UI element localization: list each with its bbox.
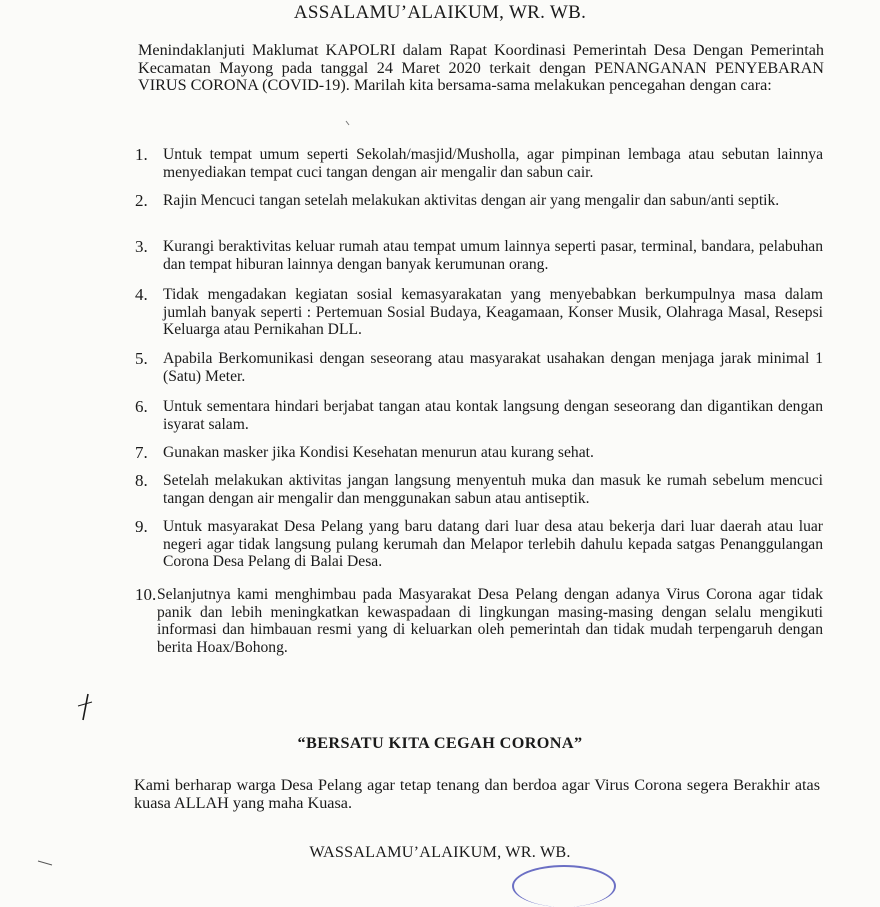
- list-item-text: Rajin Mencuci tangan setelah melakukan aktivitas dengan air yang mengalir dan sabun/anti septik.: [163, 192, 780, 209]
- farewell-heading: WASSALAMU’ALAIKUM, WR. WB.: [309, 843, 571, 861]
- intro-paragraph: Menindaklanjuti Maklumat KAPOLRI dalam Rapat Koordinasi Pemerintah Desa Dengan Pemerintah Kecamatan Mayong pada tanggal 24 Maret 2020 terkait dengan PENANGANAN PENYEBARAN VIRUS CORONA (COVID-19). Marilah kita bersama-sama melakukan pencegahan dengan cara:: [138, 41, 824, 94]
- list-item-number: 9.: [135, 517, 148, 536]
- list-item-text: Gunakan masker jika Kondisi Kesehatan menurun atau kurang sehat.: [163, 444, 594, 461]
- greeting-heading: ASSALAMU’ALAIKUM, WR. WB.: [293, 2, 587, 23]
- list-item-number: 6.: [135, 397, 148, 416]
- ink-mark: [74, 690, 98, 724]
- scan-speck: [343, 118, 353, 128]
- closing-paragraph: Kami berharap warga Desa Pelang agar tetap tenang dan berdoa agar Virus Corona segera Berakhir atas kuasa ALLAH yang maha Kuasa.: [134, 776, 820, 812]
- list-item-text: Selanjutnya kami menghimbau pada Masyarakat Desa Pelang dengan adanya Virus Corona agar tidak panik dan lebih meningkatkan kewaspadaan di lingkungan masing-masing dengan selalu mengikuti informasi dan himbauan resmi yang di keluarkan oleh pemerintah dan tidak mudah terpengaruh dengan berita Hoax/Bohong.: [157, 586, 823, 656]
- scan-speck: [36, 858, 58, 868]
- list-item-number: 4.: [135, 285, 148, 304]
- list-item-number: 8.: [135, 471, 148, 490]
- list-item-text: Kurangi beraktivitas keluar rumah atau tempat umum lainnya seperti pasar, terminal, bandara, pelabuhan dan tempat hiburan lainnya dengan banyak kerumunan orang.: [163, 238, 823, 273]
- list-item-number: 7.: [135, 443, 148, 462]
- list-item-text: Setelah melakukan aktivitas jangan langsung menyentuh muka dan masuk ke rumah sebelum mencuci tangan dengan air mengalir dan menggunakan sabun atau antiseptik.: [163, 472, 823, 507]
- list-item-number: 1.: [135, 145, 148, 164]
- list-item-text: Tidak mengadakan kegiatan sosial kemasyarakatan yang menyebabkan berkumpulnya masa dalam jumlah banyak seperti : Pertemuan Sosial Budaya, Keagamaan, Konser Musik, Olahraga Masal, Resepsi Keluarga atau Pernikahan DLL.: [163, 286, 823, 338]
- list-item-text: Untuk sementara hindari berjabat tangan atau kontak langsung dengan seseorang dan digantikan dengan isyarat salam.: [163, 398, 823, 433]
- list-item-text: Untuk masyarakat Desa Pelang yang baru datang dari luar desa atau bekerja dari luar daerah atau luar negeri agar tidak langsung pulang kerumah dan Melapor terlebih dahulu kepada satgas Penanggulangan Corona Desa Pelang di Balai Desa.: [163, 518, 823, 570]
- list-item-text: Untuk tempat umum seperti Sekolah/masjid/Musholla, agar pimpinan lembaga atau sebutan lainnya menyediakan tempat cuci tangan dengan air mengalir dan sabun cair.: [163, 146, 823, 181]
- list-item-number: 10.: [135, 585, 157, 604]
- list-item-number: 3.: [135, 237, 148, 256]
- list-item-number: 2.: [135, 191, 148, 210]
- slogan-heading: “BERSATU KITA CEGAH CORONA”: [297, 734, 583, 752]
- official-stamp: [512, 865, 616, 907]
- list-item-number: 5.: [135, 349, 148, 368]
- list-item-text: Apabila Berkomunikasi dengan seseorang atau masyarakat usahakan dengan menjaga jarak minimal 1 (Satu) Meter.: [163, 350, 823, 385]
